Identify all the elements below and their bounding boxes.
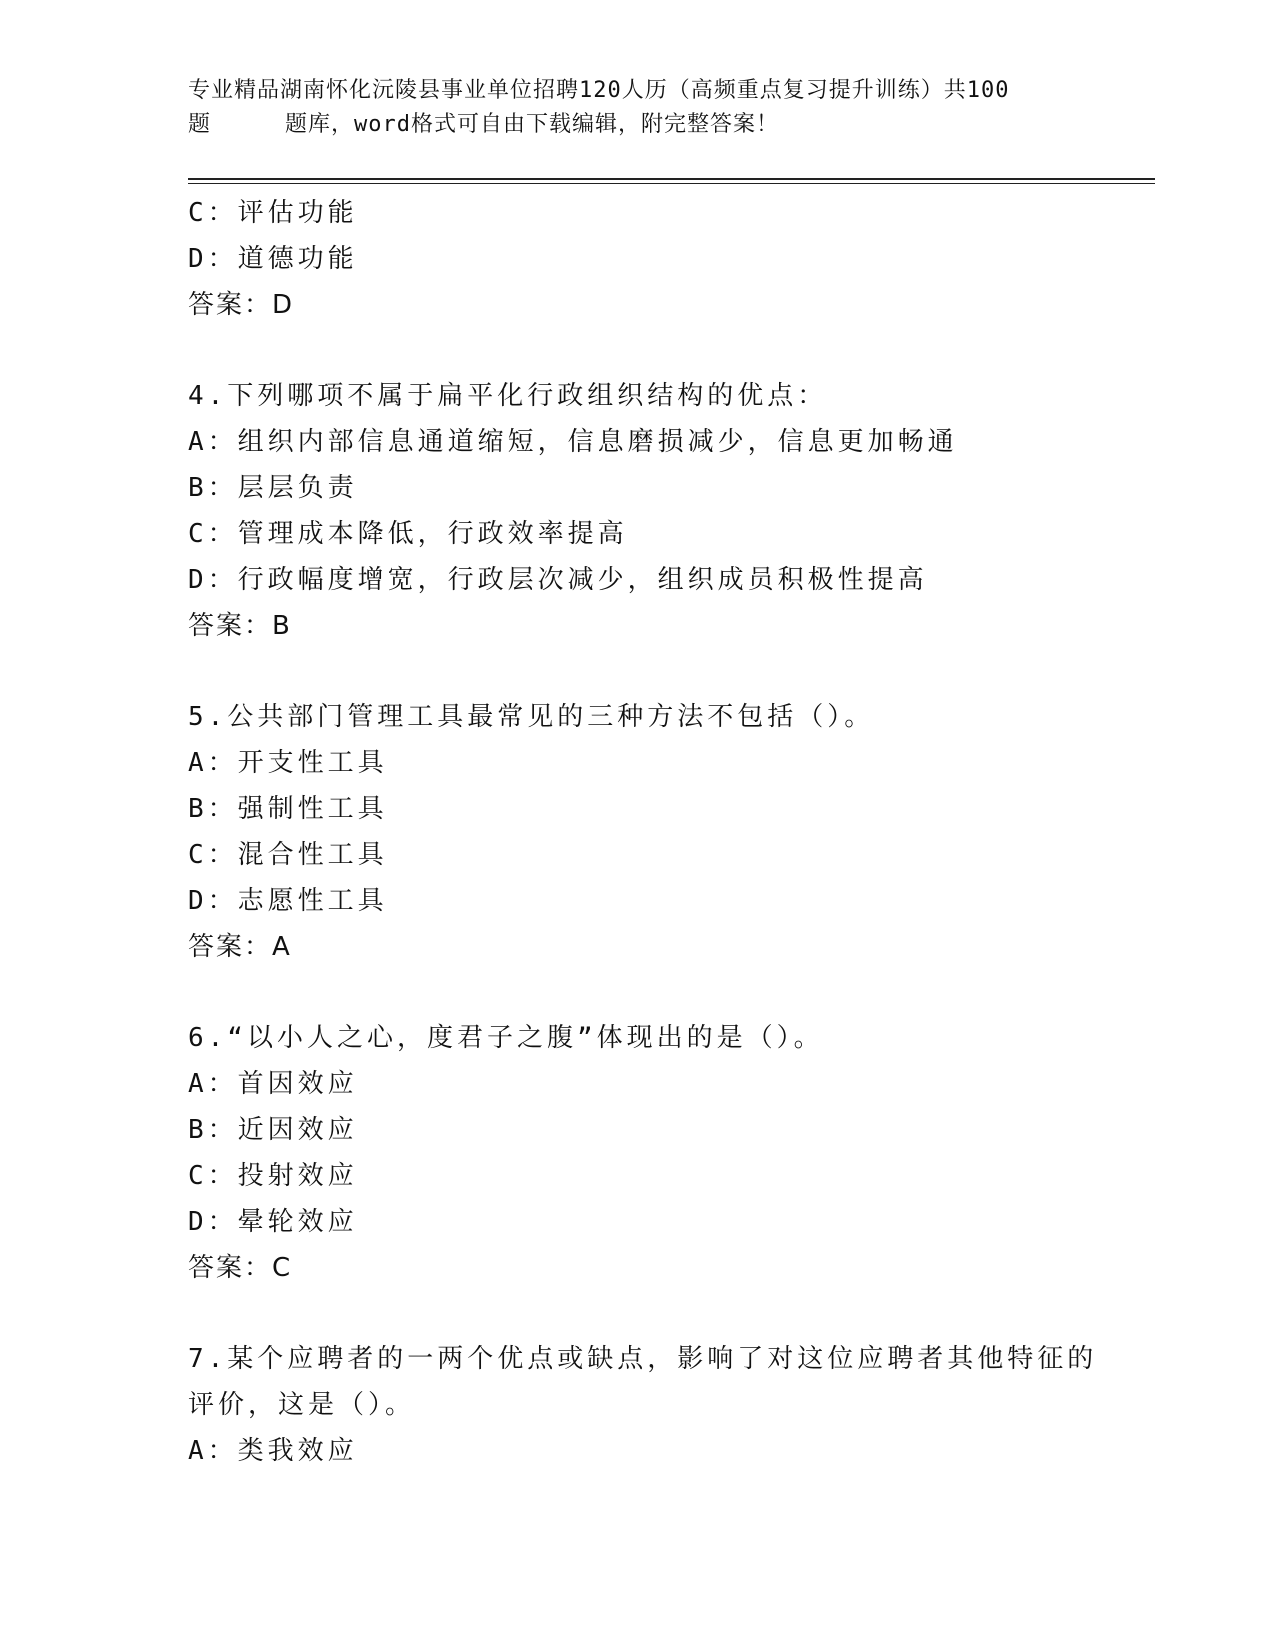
option-d: D：行政幅度增宽，行政层次减少，组织成员积极性提高 <box>188 565 928 595</box>
option-d: D：晕轮效应 <box>188 1207 358 1237</box>
document-header <box>188 74 1088 142</box>
question-block-6 <box>188 1015 1088 1291</box>
header-title-line1: 专业精品湖南怀化沅陵县事业单位招聘120人历（高频重点复习提升训练）共100 <box>188 78 1010 103</box>
question-text-continued: 评价，这是（）。 <box>188 1390 416 1420</box>
question-block-7 <box>188 1336 1098 1474</box>
question-text: 7.某个应聘者的一两个优点或缺点，影响了对这位应聘者其他特征的 <box>188 1344 1098 1374</box>
option-b: B：强制性工具 <box>188 794 388 824</box>
answer-line: 答案：C <box>188 1253 293 1283</box>
question-block-3 <box>188 190 1088 328</box>
header-divider-thin <box>188 183 1155 184</box>
option-a: A：开支性工具 <box>188 748 388 778</box>
answer-line: 答案：B <box>188 611 292 641</box>
option-a: A：首因效应 <box>188 1069 358 1099</box>
answer-line: 答案：A <box>188 932 292 962</box>
header-divider-thick <box>188 178 1155 180</box>
option-d: D：道德功能 <box>188 244 358 274</box>
header-title-line2-left: 题 <box>188 112 212 137</box>
option-a: A：类我效应 <box>188 1436 358 1466</box>
option-c: C：管理成本降低，行政效率提高 <box>188 519 628 549</box>
option-b: B：近因效应 <box>188 1115 358 1145</box>
option-c: C：评估功能 <box>188 198 358 228</box>
option-a: A：组织内部信息通道缩短，信息磨损减少，信息更加畅通 <box>188 427 958 457</box>
header-title-line2-right: 题库，word格式可自由下载编辑，附完整答案！ <box>285 112 779 137</box>
option-d: D：志愿性工具 <box>188 886 388 916</box>
answer-line: 答案：D <box>188 290 295 320</box>
question-text: 6.“以小人之心，度君子之腹”体现出的是（）。 <box>188 1023 824 1053</box>
question-list <box>188 190 1098 1474</box>
question-text: 4.下列哪项不属于扁平化行政组织结构的优点： <box>188 381 828 411</box>
option-b: B：层层负责 <box>188 473 358 503</box>
option-c: C：混合性工具 <box>188 840 388 870</box>
question-text: 5.公共部门管理工具最常见的三种方法不包括（）。 <box>188 702 875 732</box>
question-block-5 <box>188 694 1088 970</box>
option-c: C：投射效应 <box>188 1161 358 1191</box>
header-title-line2 <box>188 108 1088 142</box>
question-block-4 <box>188 373 1088 649</box>
